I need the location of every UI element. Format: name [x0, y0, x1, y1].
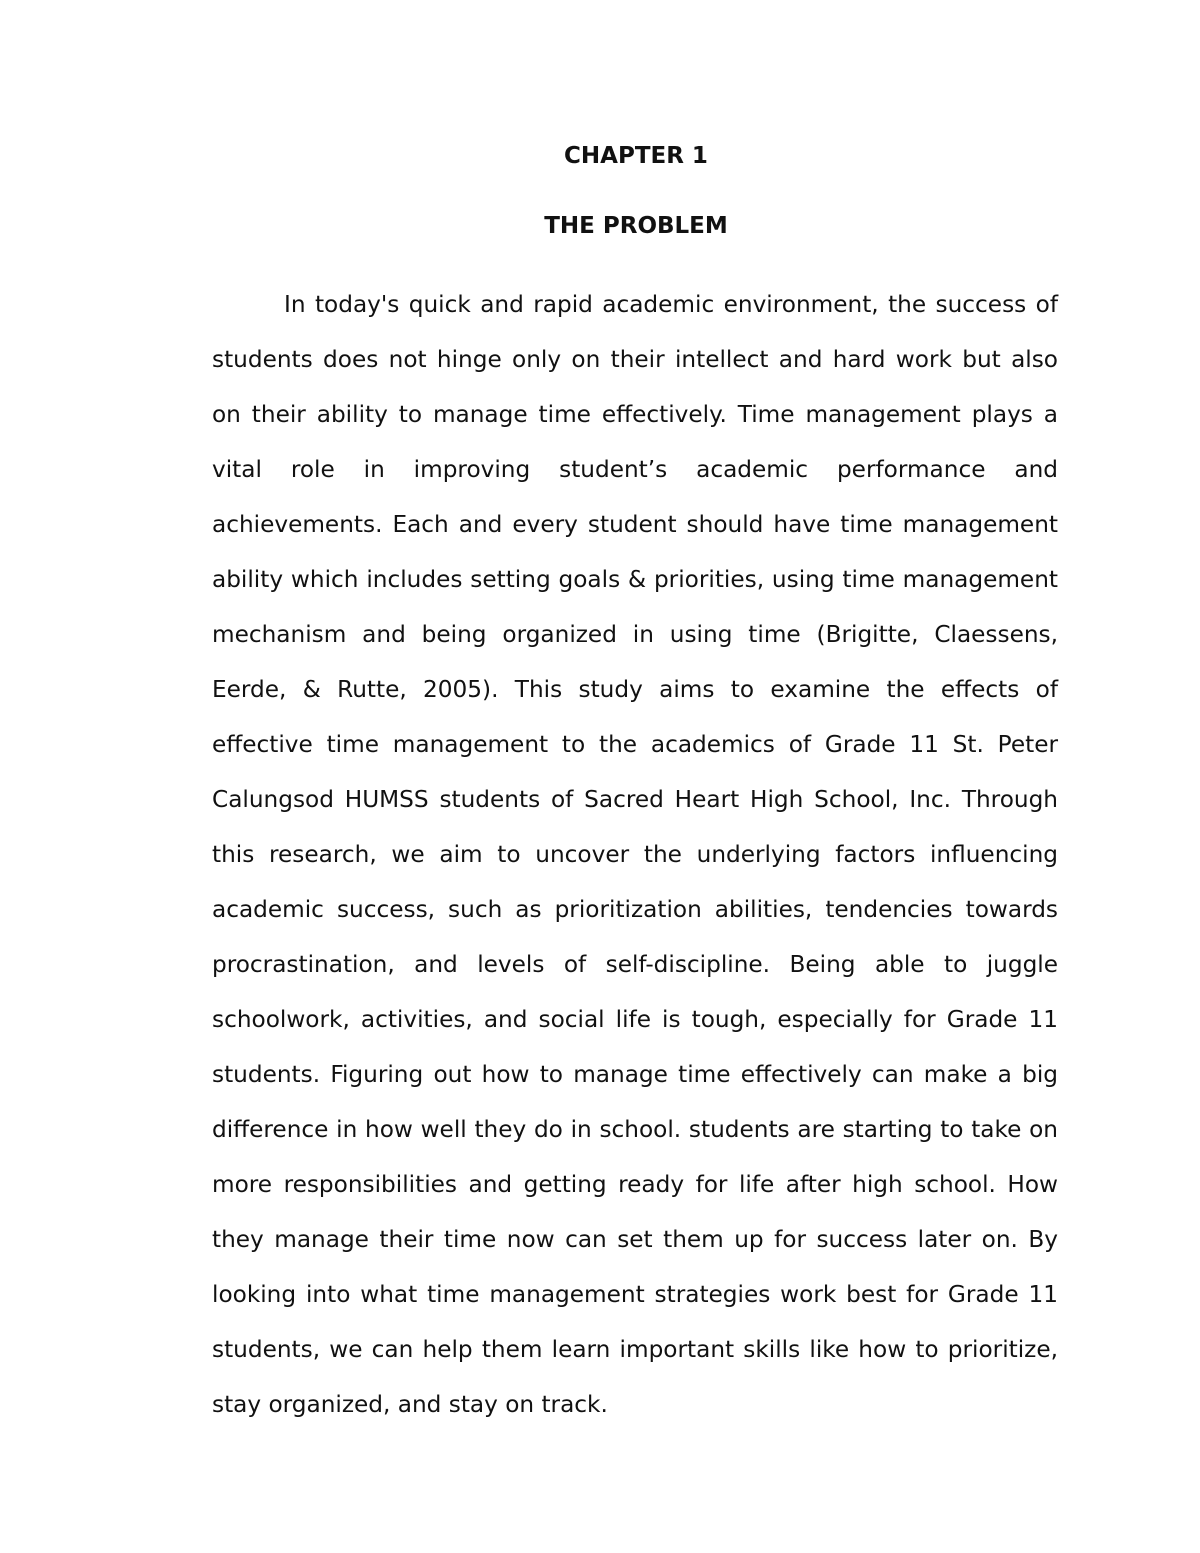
body-paragraph: In today's quick and rapid academic environment, the success of students does not hinge only on their intellect and hard work but also on their ability to manage time effectively. Time management plays a vital role in improving student’s academic performance and achievements. Each and every student should have time management ability which includes setting goals & priorities, using time management mechanism and being organized in using time (Brigitte, Claessens, Eerde, & Rutte, 2005). This study aims to examine the effects of effective time management to the academics of Grade 11 St. Peter Calungsod HUMSS students of Sacred Heart High School, Inc. Through this research, we aim to uncover the underlying factors influencing academic success, such as prioritization abilities, tendencies towards procrastination, and levels of self-discipline. Being able to juggle schoolwork, activities, and social life is tough, especially for Grade 11 students. Figuring out how to manage time effectively can make a big difference in how well they do in school. students are starting to take on more responsibilities and getting ready for life after high school. How they manage their time now can set them up for success later on. By looking into what time management strategies work best for Grade 11 students, we can help them learn important skills like how to prioritize, stay organized, and stay on track. — [212, 291, 1058, 1418]
section-heading: THE PROBLEM — [544, 213, 728, 239]
chapter-heading: CHAPTER 1 — [564, 143, 708, 169]
